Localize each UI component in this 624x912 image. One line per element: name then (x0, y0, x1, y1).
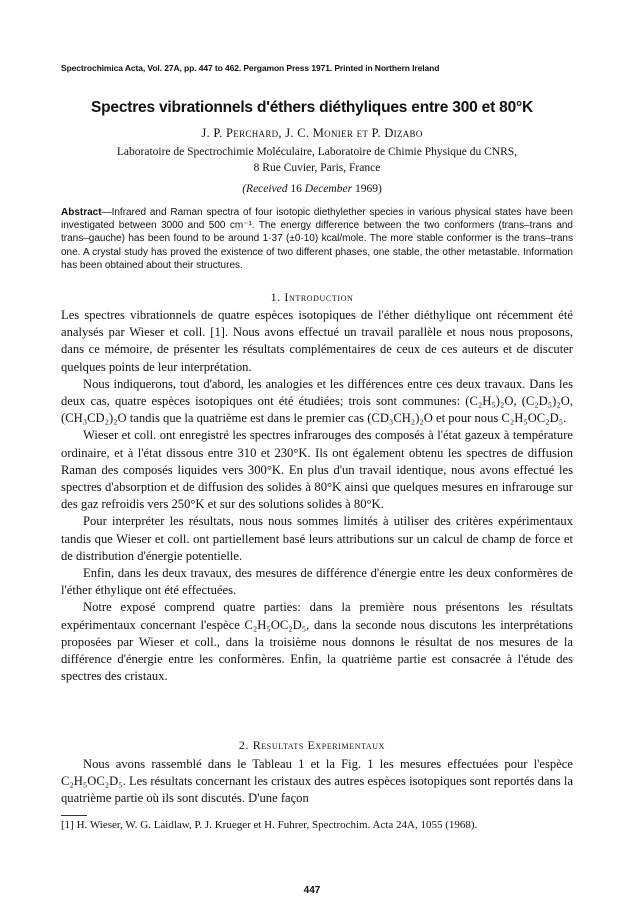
received-year: 1969) (354, 183, 382, 195)
paragraph-3: Wieser et coll. ont enregistré les spectres infrarouges des composés à l'état gazeux à température ordinaire, et à l'état dissous entre 310 et 230°K. Ils ont également obtenu les spectres de diffusion Raman des composés liquides vers 300°K. En plus d'un travail identique, nous avons effectué les spectres d'absorption et de diffusion des solides à 80°K ainsi que quelques mesures en infrarouge sur des gaz refroidis vers 250°K et sur des solutions solides à 80°K. (61, 428, 573, 512)
paragraph-6: Notre exposé comprend quatre parties: dans la première nous présentons les résultats expérimentaux concernant l'espèce C₂H₅OC₂D₅, dans la seconde nous discutons les interprétations proposées par Wieser et coll., dans la troisième nous donnons le résultat de nos mesures de la différence d'énergie entre les conformères. Enfin, la quatrième partie est consacrée à l'étude des spectres des cristaux. (61, 600, 573, 684)
paragraph-4: Pour interpréter les résultats, nous nous sommes limités à utiliser des critères expérimentaux tandis que Wieser et coll. ont partiellement basé leurs attributions sur un calcul de champ de force et de distribution d'énergie potentielle. (61, 514, 573, 563)
paragraph-1: Les spectres vibrationnels de quatre espèces isotopiques de l'éther diéthylique ont récemment été analysés par Wieser et coll. [1]. Nous avons effectué un travail parallèle et nous nous proposons, dans ce mémoire, de présenter les résultats complémentaires de ceux de ces auteurs et de discuter quelques points de leur interprétation. (61, 308, 573, 374)
paper-title: Spectres vibrationnels d'éthers diéthyliques entre 300 et 80°K (91, 99, 533, 116)
paragraph-7: Nous avons rassemblé dans le Tableau 1 et la Fig. 1 les mesures effectuées pour l'espèce C₂H₅OC₂D₅. Les résultats concernant les cristaux des autres espèces isotopiques sont reportés dans la quatrième partie où ils sont discutés. D'une façon (61, 757, 573, 806)
received-date (0, 183, 624, 195)
abstract (61, 206, 573, 272)
affiliation-line-2: 8 Rue Cuvier, Paris, France (253, 162, 381, 174)
footnote: [1] H. Wieser, W. G. Laidlaw, P. J. Krueger et H. Fuhrer, Spectrochim. Acta 24A, 1055 (1968). (61, 819, 478, 831)
section-introduction-body (61, 307, 573, 685)
received-month: December (304, 183, 353, 195)
abstract-text: —Infrared and Raman spectra of four isotopic diethylether species in various physical states have been investigated between 3000 and 500 cm⁻¹. The energy difference between the two conformers (trans–trans and trans–gauche) has been found to be around 1·37 (±0·10) kcal/mole. The more stable conformer is the trans–trans one. A crystal study has proved the existence of two different phases, one stable, the other metastable. Information has been obtained about their structures. (61, 207, 573, 271)
paragraph-2: Nous indiquerons, tout d'abord, les analogies et les différences entre ces deux travaux. Dans les deux cas, quatre espèces isotopiques ont été étudiées; trois sont communes: (C₂H₅)₂O, (C₂D₅)₂O, (CH₃CD₂)₂O tandis que la quatrième est dans le premier cas (CD₃CH₂)₂O et pour nous C₂H₅OC₂D₅. (61, 376, 573, 426)
abstract-label: Abstract (61, 207, 102, 218)
footnote-divider (61, 815, 87, 816)
affiliation (60, 144, 574, 176)
author-list: J. P. Perchard, J. C. Monier et P. Dizabo (201, 126, 423, 140)
affiliation-line-1: Laboratoire de Spectrochimie Moléculaire, Laboratoire de Chimie Physique du CNRS, (116, 146, 518, 158)
section-heading-introduction: 1. Introduction (270, 290, 354, 304)
page-number: 447 (303, 885, 321, 896)
section-results-body (61, 756, 573, 808)
received-day: 16 (290, 183, 302, 195)
received-prefix: (Received (242, 183, 288, 195)
section-heading-results: 2. Resultats Experimentaux (238, 738, 386, 752)
paragraph-5: Enfin, dans les deux travaux, des mesures de différence d'énergie entre les deux conformères de l'éther éthylique ont été effectuées. (61, 566, 573, 598)
journal-header: Spectrochimica Acta, Vol. 27A, pp. 447 to 462. Pergamon Press 1971. Printed in Northern Ireland (61, 63, 440, 73)
